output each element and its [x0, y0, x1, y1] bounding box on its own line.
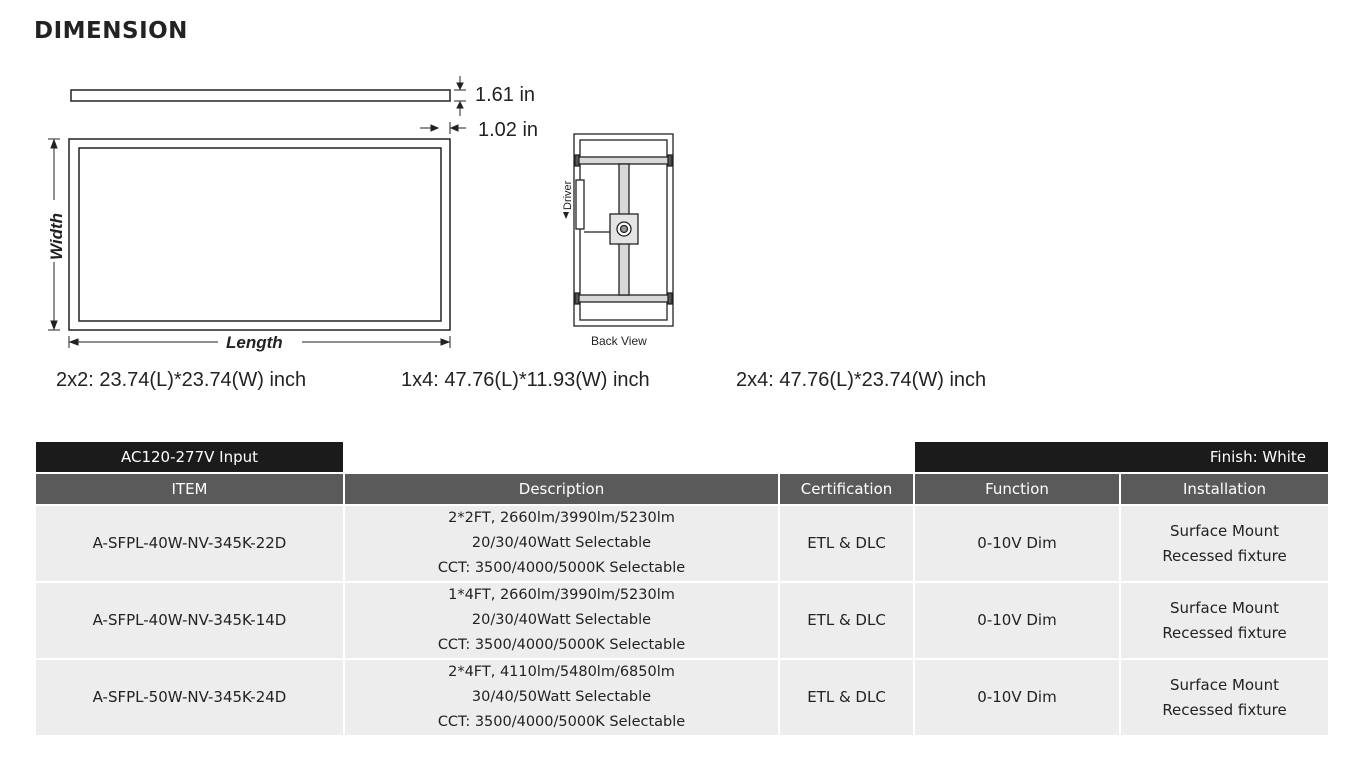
size-2x2: 2x2: 23.74(L)*23.74(W) inch — [56, 369, 307, 391]
header-function: Function — [914, 473, 1120, 505]
spec-table — [34, 440, 1330, 737]
description-line: 1*4FT, 2660lm/3990lm/5230lm — [448, 587, 675, 603]
description-line: CCT: 3500/4000/5000K Selectable — [437, 637, 686, 653]
description-line: 2*2FT, 2660lm/3990lm/5230lm — [448, 510, 675, 526]
width-label: Width — [47, 212, 66, 260]
panel-front-outer — [69, 139, 450, 330]
installation-line: Recessed fixture — [1162, 700, 1287, 719]
description-line: 30/40/50Watt Selectable — [471, 689, 652, 705]
item-cell: A-SFPL-40W-NV-345K-14D — [35, 582, 344, 659]
header-certification: Certification — [779, 473, 914, 505]
header-description: Description — [344, 473, 779, 505]
thickness-arrows — [454, 76, 466, 116]
certification-cell: ETL & DLC — [779, 582, 914, 659]
table-row — [35, 505, 1329, 582]
thickness-label: 1.61 in — [475, 84, 536, 106]
page-title: DIMENSION — [34, 18, 188, 44]
input-label: AC120-277V Input — [35, 441, 344, 473]
certification-cell: ETL & DLC — [779, 659, 914, 736]
dimension-diagram — [0, 0, 720, 360]
length-label: Length — [226, 333, 283, 352]
size-1x4: 1x4: 47.76(L)*11.93(W) inch — [401, 369, 650, 391]
driver-arrow — [563, 212, 569, 219]
installation-cell — [1120, 505, 1329, 582]
function-cell: 0-10V Dim — [914, 659, 1120, 736]
installation-line: Surface Mount — [1170, 521, 1279, 540]
certification-cell: ETL & DLC — [779, 505, 914, 582]
installation-line: Recessed fixture — [1162, 623, 1287, 642]
border-label: 1.02 in — [478, 119, 539, 141]
panel-side-profile — [71, 90, 450, 101]
description-cell — [344, 582, 779, 659]
function-cell: 0-10V Dim — [914, 582, 1120, 659]
finish-label: Finish: White — [914, 441, 1329, 473]
installation-line: Surface Mount — [1170, 675, 1279, 694]
table-row — [35, 659, 1329, 736]
driver-label: Driver — [562, 180, 574, 210]
border-arrows — [420, 122, 466, 134]
description-line: CCT: 3500/4000/5000K Selectable — [437, 560, 686, 576]
table-top-bar — [35, 441, 1329, 473]
description-cell — [344, 505, 779, 582]
table-row — [35, 582, 1329, 659]
installation-cell — [1120, 582, 1329, 659]
description-line: 20/30/40Watt Selectable — [471, 612, 652, 628]
description-line: 2*4FT, 4110lm/5480lm/6850lm — [448, 664, 675, 680]
header-installation: Installation — [1120, 473, 1329, 505]
item-cell: A-SFPL-40W-NV-345K-22D — [35, 505, 344, 582]
table-header — [35, 473, 1329, 505]
back-view-label: Back View — [591, 334, 647, 348]
description-line: CCT: 3500/4000/5000K Selectable — [437, 714, 686, 730]
header-item: ITEM — [35, 473, 344, 505]
size-2x4: 2x4: 47.76(L)*23.74(W) inch — [736, 369, 987, 391]
installation-line: Recessed fixture — [1162, 546, 1287, 565]
description-cell — [344, 659, 779, 736]
back-view-panel — [574, 134, 673, 326]
function-cell: 0-10V Dim — [914, 505, 1120, 582]
installation-cell — [1120, 659, 1329, 736]
installation-line: Surface Mount — [1170, 598, 1279, 617]
panel-front-inner — [79, 148, 441, 321]
item-cell: A-SFPL-50W-NV-345K-24D — [35, 659, 344, 736]
description-line: 20/30/40Watt Selectable — [471, 535, 652, 551]
